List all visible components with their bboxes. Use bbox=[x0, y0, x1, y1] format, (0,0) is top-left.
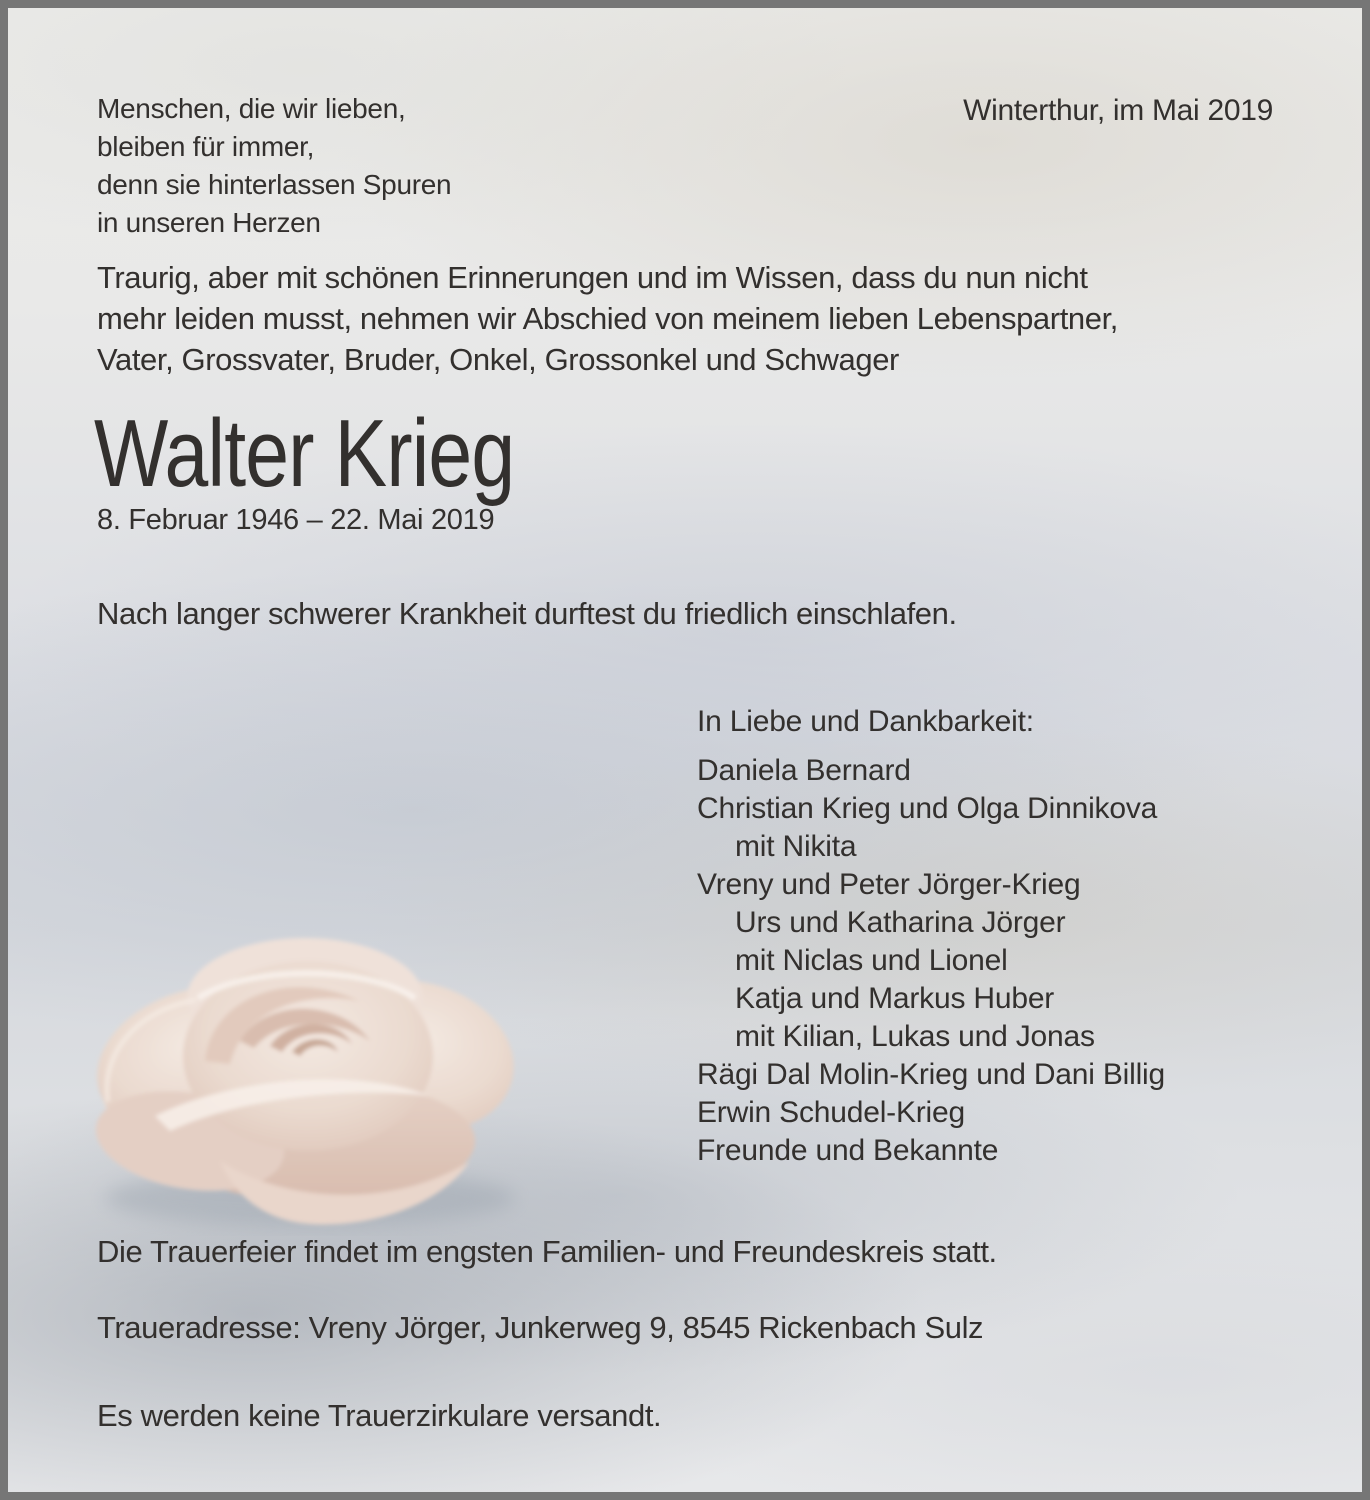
mourners-heading: In Liebe und Dankbarkeit: bbox=[697, 705, 1034, 738]
mourner-line: Freunde und Bekannte bbox=[697, 1134, 999, 1167]
epigraph-line: bleiben für immer, bbox=[97, 131, 315, 162]
deceased-name: Walter Krieg bbox=[94, 400, 515, 507]
farewell-message: Nach langer schwerer Krankheit durftest du friedlich einschlafen. bbox=[97, 596, 957, 631]
funeral-note: Die Trauerfeier findet im engsten Familien- und Freundeskreis statt. bbox=[97, 1234, 997, 1269]
mourner-line: mit Nikita bbox=[735, 830, 857, 863]
mourning-address: Traueradresse: Vreny Jörger, Junkerweg 9, 8545 Rickenbach Sulz bbox=[97, 1310, 984, 1345]
intro-line: mehr leiden musst, nehmen wir Abschied von meinem lieben Lebenspartner, bbox=[97, 301, 1119, 336]
mourner-line: Erwin Schudel-Krieg bbox=[697, 1096, 965, 1129]
place-date: Winterthur, im Mai 2019 bbox=[963, 94, 1273, 127]
mourners-list bbox=[697, 752, 1165, 1170]
mourner-line: Christian Krieg und Olga Dinnikova bbox=[697, 792, 1158, 825]
life-dates: 8. Februar 1946 – 22. Mai 2019 bbox=[97, 504, 495, 536]
intro-line: Traurig, aber mit schönen Erinnerungen und im Wissen, dass du nun nicht bbox=[97, 260, 1088, 295]
mourner-line: Urs und Katharina Jörger bbox=[735, 906, 1066, 939]
mourners-section bbox=[697, 703, 1165, 1170]
mourner-line: Daniela Bernard bbox=[697, 754, 911, 787]
mourner-line: Katja und Markus Huber bbox=[735, 982, 1055, 1015]
epigraph bbox=[97, 90, 451, 242]
rose-image bbox=[70, 906, 540, 1236]
epigraph-line: in unseren Herzen bbox=[97, 207, 321, 238]
mourner-line: mit Kilian, Lukas und Jonas bbox=[735, 1020, 1095, 1053]
intro-line: Vater, Grossvater, Bruder, Onkel, Grossonkel und Schwager bbox=[97, 342, 899, 377]
mourner-line: Vreny und Peter Jörger-Krieg bbox=[697, 868, 1081, 901]
epigraph-line: Menschen, die wir lieben, bbox=[97, 93, 406, 124]
epigraph-line: denn sie hinterlassen Spuren bbox=[97, 169, 452, 200]
mourner-line: Rägi Dal Molin-Krieg und Dani Billig bbox=[697, 1058, 1166, 1091]
circular-note: Es werden keine Trauerzirkulare versandt. bbox=[97, 1398, 662, 1433]
intro-text bbox=[97, 257, 1118, 380]
mourner-line: mit Niclas und Lionel bbox=[735, 944, 1008, 977]
